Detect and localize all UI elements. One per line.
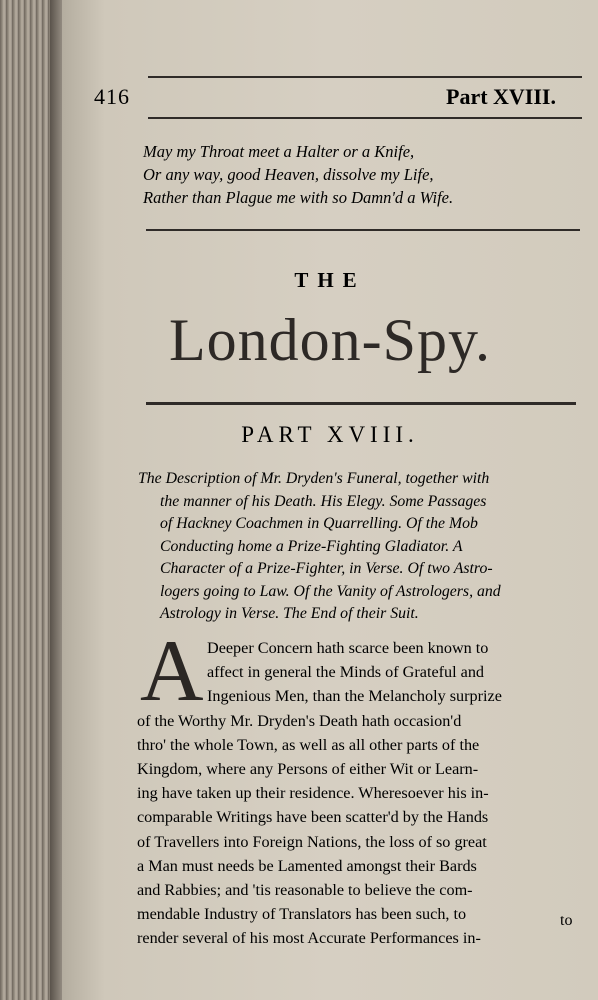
summary-line: Astrology in Verse. The End of their Suit. [160, 605, 419, 622]
body-line: of the Worthy Mr. Dryden's Death hath occasion'd [137, 711, 462, 730]
part-heading: PART XVIII. [241, 422, 419, 447]
page-number: 416 [94, 84, 130, 109]
book-page-edges [0, 0, 50, 1000]
summary-line: Conducting home a Prize-Fighting Gladiator. A [160, 537, 463, 555]
body-line: thro' the whole Town, as well as all other parts of the [137, 735, 480, 754]
summary-line: the manner of his Death. His Elegy. Some Passages [160, 492, 487, 510]
running-head-rule [148, 117, 582, 119]
body-line: Deeper Concern hath scarce been known to [207, 639, 489, 657]
top-rule [148, 76, 582, 78]
body-line: Ingenious Men, than the Melancholy surprize [207, 687, 502, 706]
body-line: of Travellers into Foreign Nations, the loss of so great [137, 832, 487, 851]
catchword: to [560, 912, 573, 929]
body-text [137, 636, 589, 951]
verse-line: May my Throat meet a Halter or a Knife, [143, 142, 415, 161]
verse-line: Rather than Plague me with so Damn'd a Wife. [143, 188, 454, 207]
running-head-part: Part XVIII. [446, 84, 556, 109]
summary-line: Character of a Prize-Fighter, in Verse. Of two Astro- [160, 560, 493, 577]
book-title: London-Spy. [168, 307, 492, 373]
body-line: render several of his most Accurate Performances in- [137, 929, 481, 948]
verse-block [143, 140, 583, 209]
body-line: mendable Industry of Translators has been such, to [137, 905, 467, 924]
verse-line: Or any way, good Heaven, dissolve my Life, [143, 165, 434, 184]
body-line: and Rabbies; and 'tis reasonable to believe the com- [137, 881, 473, 900]
body-line: comparable Writings have been scatter'd by the Hands [137, 808, 489, 827]
body-line: Kingdom, where any Persons of either Wit or Learn- [137, 760, 479, 779]
summary-line: The Description of Mr. Dryden's Funeral, together with [138, 470, 490, 487]
summary-line: of Hackney Coachmen in Quarrelling. Of the Mob [160, 515, 478, 532]
drop-cap: A [140, 623, 204, 720]
body-line: affect in general the Minds of Grateful and [207, 663, 485, 682]
title-the: THE [294, 268, 366, 292]
body-line: a Man must needs be Lamented amongst their Bards [137, 856, 477, 875]
title-rule [146, 402, 576, 405]
running-head [90, 84, 570, 114]
summary-line: logers going to Law. Of the Vanity of Astrologers, and [160, 582, 501, 600]
section-divider-rule [146, 229, 580, 231]
chapter-summary [138, 468, 590, 626]
body-line: ing have taken up their residence. Wheresoever his in- [137, 784, 489, 803]
